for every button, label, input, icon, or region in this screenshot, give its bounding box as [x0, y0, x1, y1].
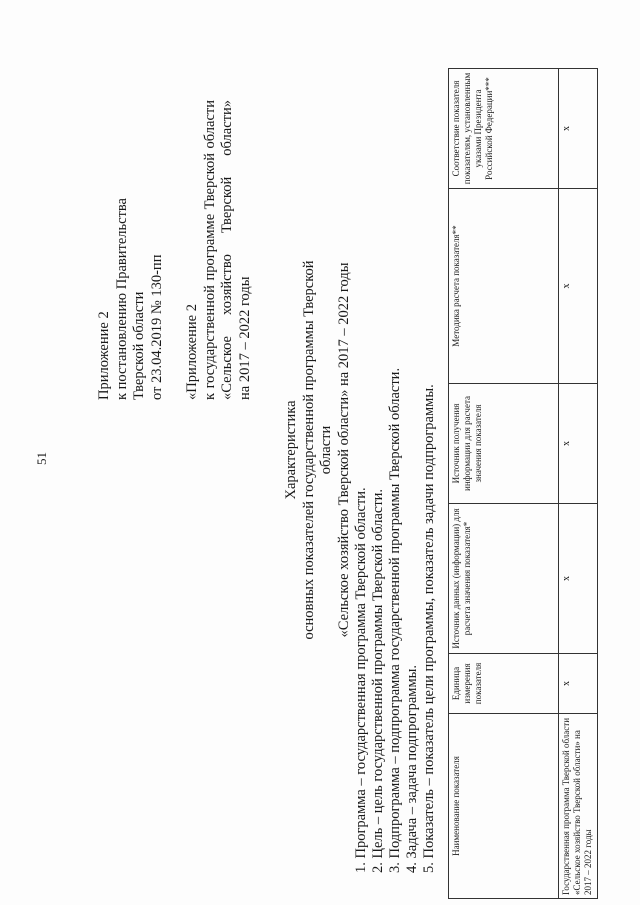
appendix-top-line: Приложение 2 — [96, 311, 112, 400]
header-indicator-name: Наименование показателя — [449, 714, 559, 899]
cell-unit: x — [559, 654, 598, 714]
heading-title: Характеристика — [283, 400, 299, 500]
page-number: 51 — [34, 452, 49, 465]
header-data-source: Источник данных (информации) для расчета значения показателя* — [449, 504, 559, 654]
header-info-origin: Источник получения информации для расчета значения показателя — [449, 384, 559, 504]
appendix-inner-line: «Сельское хозяйство Тверской области» — [219, 100, 235, 400]
indicators-table — [448, 68, 598, 899]
table-header-row — [449, 69, 559, 899]
document-heading — [283, 235, 353, 665]
legend-item: 3. Подпрограмма – подпрограмма государственной программы Тверской области. — [387, 367, 403, 873]
appendix-inner-line: на 2017 – 2022 годы — [236, 276, 253, 400]
appendix-top-line: от 23.04.2019 № 130-пп — [148, 254, 165, 400]
heading-subtitle: «Сельское хозяйство Тверской области» на 2017 – 2022 годы — [335, 262, 352, 638]
appendix-top-line: Тверской области — [131, 291, 147, 400]
legend-item: 1. Программа – государственная программа Тверской области. — [353, 487, 369, 873]
appendix-reference-inner — [184, 100, 254, 400]
legend-item: 4. Задача – задача подпрограммы. — [404, 665, 420, 873]
cell-data-source: x — [559, 504, 598, 654]
cell-method: x — [559, 189, 598, 384]
appendix-inner-line: «Приложение 2 — [184, 304, 200, 400]
legend-item: 5. Показатель – показатель цели программы, показатель задачи подпрограммы. — [421, 384, 437, 873]
header-unit: Единица измерения показателя — [449, 654, 559, 714]
legend-list — [353, 368, 438, 873]
legend-item: 2. Цель – цель государственной программы Тверской области. — [370, 488, 386, 873]
cell-info-origin: x — [559, 384, 598, 504]
header-compliance: Соответствие показателя показателям, установленным указами Президента Российской Федерации*** — [449, 69, 559, 189]
heading-subtitle: основных показателей государственной программы Тверской области — [300, 260, 334, 640]
appendix-inner-line: к государственной программе Тверской области — [201, 100, 218, 400]
appendix-top-line: к постановлению Правительства — [113, 198, 130, 400]
appendix-reference-top — [96, 198, 166, 400]
header-method: Методика расчета показателя** — [449, 189, 559, 384]
table-row — [559, 69, 598, 899]
cell-indicator-name: Государственная программа Тверской области «Сельское хозяйство Тверской области» на 2017 – 2022 годы — [559, 714, 598, 899]
cell-compliance: x — [559, 69, 598, 189]
